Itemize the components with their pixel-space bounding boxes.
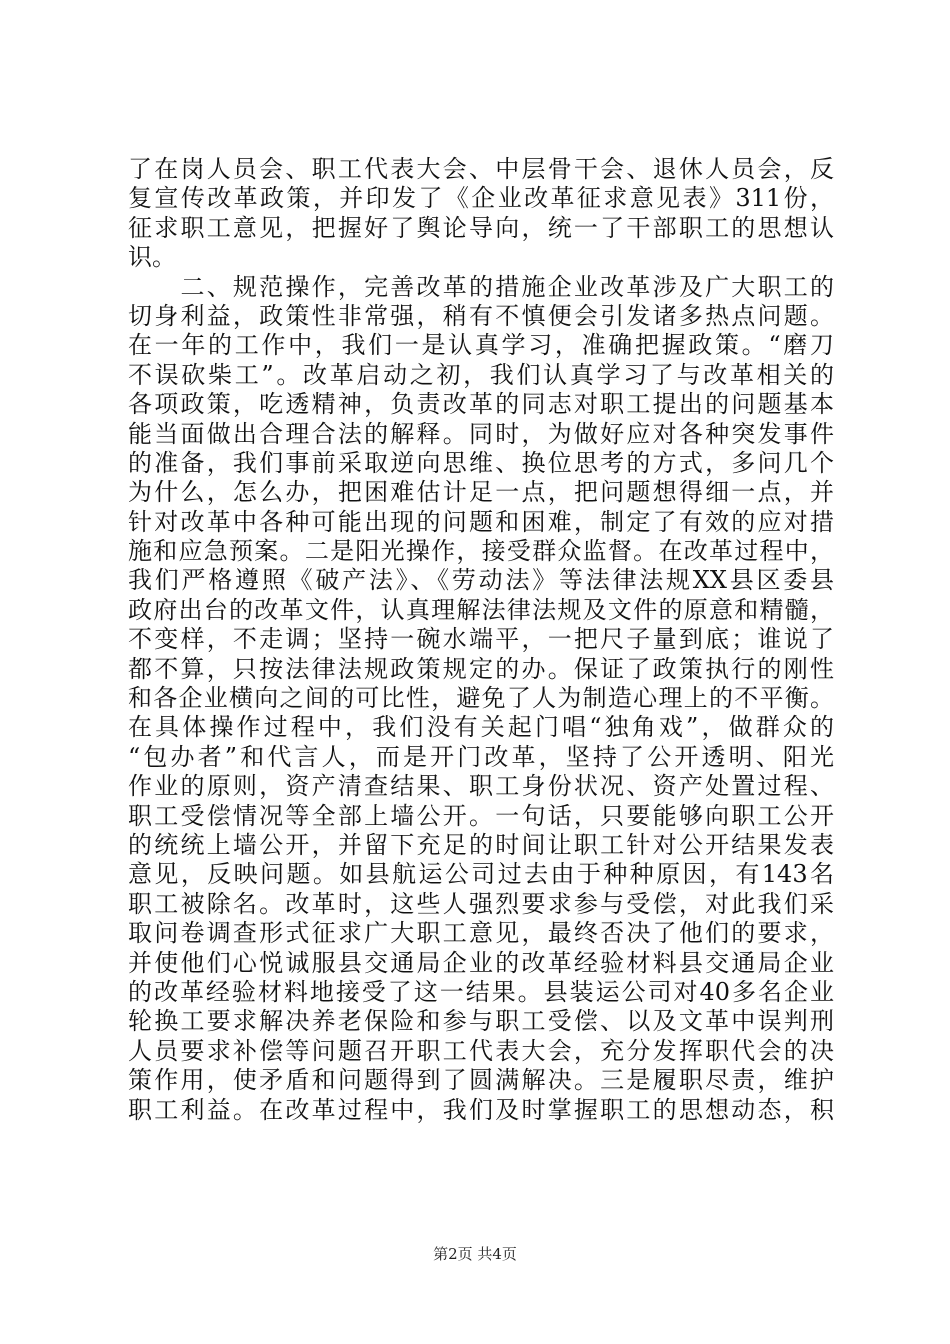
page-footer: 第2页 共4页 [433, 1245, 517, 1263]
text-line: 识。 [128, 243, 176, 272]
text-line: 在具体操作过程中，我们没有关起门唱“独角戏”，做群众的 [128, 713, 834, 742]
text-line: 二、规范操作，完善改革的措施企业改革涉及广大职工的 [128, 272, 834, 301]
text-line: 不误砍柴工”。改革启动之初，我们认真学习了与改革相关的 [128, 360, 834, 389]
text-line: 切身利益，政策性非常强，稍有不慎便会引发诸多热点问题。 [128, 301, 834, 330]
text-line: 作业的原则，资产清查结果、职工身份状况、资产处置过程、 [128, 772, 834, 801]
text-line: 了在岗人员会、职工代表大会、中层骨干会、退休人员会，反 [128, 155, 834, 183]
text-line: 意见，反映问题。如县航运公司过去由于种种原因，有143名 [128, 860, 834, 889]
text-line: 的统统上墙公开，并留下充足的时间让职工针对公开结果发表 [128, 830, 834, 859]
text-line: 不变样，不走调；坚持一碗水端平，一把尺子量到底；谁说了 [128, 625, 834, 654]
text-line: 并使他们心悦诚服县交通局企业的改革经验材料县交通局企业 [128, 948, 834, 977]
text-line: 政府出台的改革文件，认真理解法律法规及文件的原意和精髓， [128, 595, 834, 624]
text-line: 和各企业横向之间的可比性，避免了人为制造心理上的不平衡。 [128, 684, 834, 713]
text-line: 针对改革中各种可能出现的问题和困难，制定了有效的应对措 [128, 507, 834, 536]
text-line: 在一年的工作中，我们一是认真学习，准确把握政策。“磨刀 [128, 331, 834, 360]
text-line: 职工被除名。改革时，这些人强烈要求参与受偿，对此我们采 [128, 889, 834, 918]
text-line: 施和应急预案。二是阳光操作，接受群众监督。在改革过程中， [128, 537, 834, 566]
text-line: 征求职工意见，把握好了舆论导向，统一了干部职工的思想认 [128, 213, 834, 242]
text-line: 的改革经验材料地接受了这一结果。县装运公司对40多名企业 [128, 977, 834, 1006]
text-line: 复宣传改革政策，并印发了《企业改革征求意见表》311份， [128, 184, 834, 213]
body-text [128, 155, 834, 1125]
text-line: 职工受偿情况等全部上墙公开。一句话，只要能够向职工公开 [128, 801, 834, 830]
text-line: “包办者”和代言人，而是开门改革，坚持了公开透明、阳光 [128, 742, 834, 771]
text-line: 能当面做出合理合法的解释。同时，为做好应对各种突发事件 [128, 419, 834, 448]
text-line: 取问卷调查形式征求广大职工意见，最终否决了他们的要求， [128, 919, 834, 948]
text-line: 人员要求补偿等问题召开职工代表大会，充分发挥职代会的决 [128, 1036, 834, 1065]
text-line: 都不算，只按法律法规政策规定的办。保证了政策执行的刚性 [128, 654, 834, 683]
text-line: 各项政策，吃透精神，负责改革的同志对职工提出的问题基本 [128, 390, 834, 419]
text-line: 的准备，我们事前采取逆向思维、换位思考的方式，多问几个 [128, 448, 834, 477]
text-line: 策作用，使矛盾和问题得到了圆满解决。三是履职尽责，维护 [128, 1066, 834, 1095]
text-line: 我们严格遵照《破产法》、《劳动法》等法律法规XX县区委县 [128, 566, 834, 595]
text-line: 职工利益。在改革过程中，我们及时掌握职工的思想动态，积 [128, 1095, 834, 1124]
text-line: 轮换工要求解决养老保险和参与职工受偿、以及文革中误判刑 [128, 1007, 834, 1036]
text-line: 为什么，怎么办，把困难估计足一点，把问题想得细一点，并 [128, 478, 834, 507]
